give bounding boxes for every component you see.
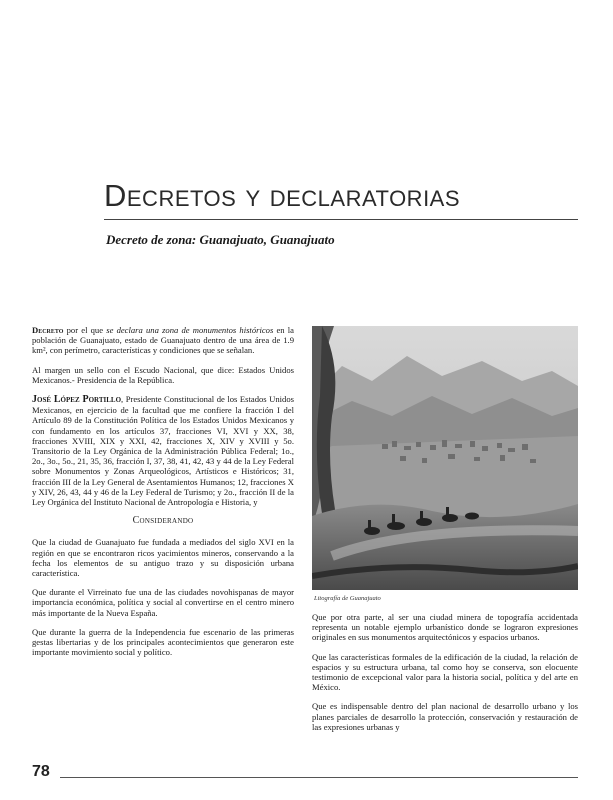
image-caption: Litografía de Guanajuato xyxy=(314,595,381,602)
considerando-heading: Considerando xyxy=(132,515,194,527)
considerando-paragraph-2: Que durante el Virreinato fue una de las ciudades novohispanas de mayor importancia económica, política y social al convertirse en el centro minero más importante de la Nueva España. xyxy=(32,587,294,618)
considerando-paragraph-1: Que la ciudad de Guanajuato fue fundada a mediados del siglo XVI en la región en que se encontraron ricos yacimientos mineros, conservando a la fecha los elementos de su antiguo trazo y su disposición urbana característica. xyxy=(32,537,294,579)
decree-intro-text-b: en la población de Guanajuato, estado de Guanajuato dentro de una área de 1.9 km², con perímetro, características y condiciones que se señalan. xyxy=(32,325,294,356)
page-title: Decretos y declaratorias xyxy=(104,178,461,213)
right-paragraph-1: Que por otra parte, al ser una ciudad minera de topografía accidentada representa un notable ejemplo urbanístico donde se lograron expresiones originales en sus monumentos arquitectónicos y espacios urbanos. xyxy=(312,612,578,643)
president-name: José López Portillo xyxy=(32,394,122,406)
decree-subtitle: Decreto de zona: Guanajuato, Guanajuato xyxy=(106,232,335,247)
right-column xyxy=(312,612,578,741)
decree-intro-paragraph xyxy=(32,325,294,356)
left-column xyxy=(32,325,294,666)
landscape-illustration xyxy=(312,326,578,590)
page-number: 78 xyxy=(32,763,50,780)
guanajuato-lithograph-image xyxy=(312,326,578,590)
president-text: , Presidente Constitucional de los Estados Unidos Mexicanos, en ejercicio de la facultad que me confiere la fracción I del Artículo 89 de la Constitución Política de los Estados Unidos Mexicanos y con fundamento en los artículos 37, fracciones VI, XVI y XX, 38, fracciones XVIII, XIX y XXI, 42, fracciones X, XIV y XVIII y 5o. Transitorio de la Ley Orgánica de la Administración Pública Federal; 1o., 2o., 3o., 5o., 21, 35, 36, fracción I, 37, 38, 41, 42, 43 y 44 de la Ley Federal sobre Monumentos y Zonas Arqueológicos, Artísticos e Históricos; 31, fracción III de la Ley General de Asentamientos Humanos; 12, fracciones X y XIV, 26, 43, 44 y 46 de la Ley Federal de Turismo; y 2o., fracción II de la Ley Orgánica del Instituto Nacional de Antropología e Historia, y xyxy=(32,394,294,508)
president-paragraph xyxy=(32,394,294,507)
decree-intro-text-a: por el que xyxy=(63,325,107,335)
footer-divider xyxy=(60,777,578,778)
seal-paragraph: Al margen un sello con el Escudo Nacional, que dice: Estados Unidos Mexicanos.- Presidencia de la República. xyxy=(32,364,294,385)
decree-intro-emphasis: se declara una zona de monumentos históricos xyxy=(106,325,274,335)
decree-lead-word: Decreto xyxy=(32,325,64,335)
title-divider xyxy=(104,219,578,220)
right-paragraph-2: Que las características formales de la edificación de la ciudad, la relación de espacios y su estructura urbana, tal como hoy se conserva, son elocuente testimonio de excepcional valor para la historia social, política y del arte en México. xyxy=(312,651,578,693)
considerando-paragraph-3: Que durante la guerra de la Independencia fue escenario de las primeras gestas libertarias y de los principales acontecimientos que generaron este importante movimiento social y político. xyxy=(32,626,294,658)
right-paragraph-3: Que es indispensable dentro del plan nacional de desarrollo urbano y los planes parciales de desarrollo la protección, conservación y restauración de las expresiones urbanas y xyxy=(312,701,578,732)
